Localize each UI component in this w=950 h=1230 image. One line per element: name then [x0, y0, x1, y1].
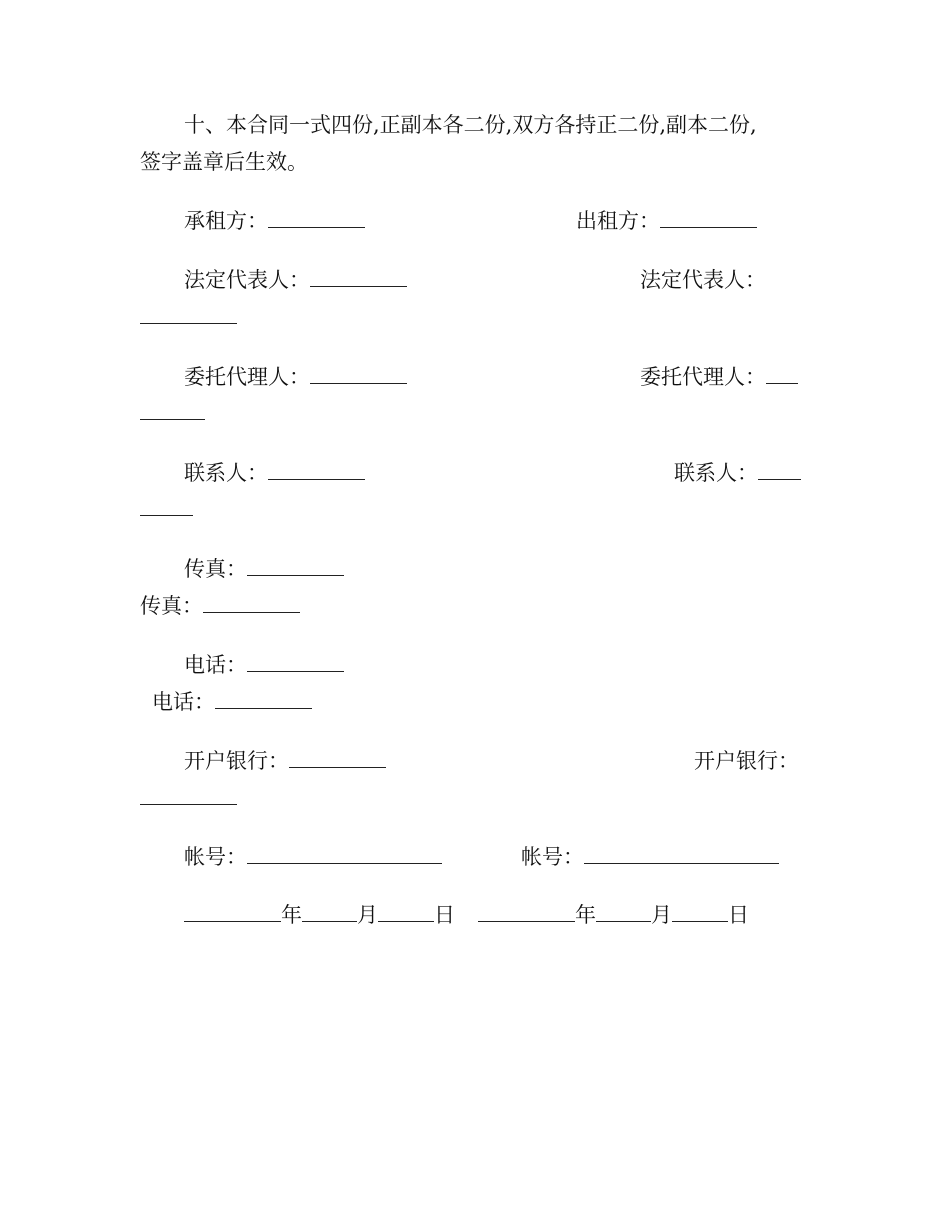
lessor-account-blank[interactable] [584, 847, 779, 864]
lessor-phone-blank[interactable] [215, 692, 312, 709]
lessor-month-label: 月 [651, 903, 672, 927]
lessee-phone-blank[interactable] [247, 655, 344, 672]
lessee-contact-blank[interactable] [268, 463, 365, 480]
lessee-contact-row [184, 461, 365, 485]
lessee-party-blank[interactable] [268, 211, 365, 228]
lessee-account-label: 帐号： [184, 845, 247, 869]
lessor-contact-blank-part1[interactable] [758, 463, 801, 480]
lessor-contact-blank-part2[interactable] [140, 499, 193, 516]
lessee-date-row [184, 903, 455, 927]
lessor-party-blank[interactable] [660, 211, 757, 228]
lessee-day-blank[interactable] [378, 905, 434, 922]
lessee-month-label: 月 [357, 903, 378, 927]
lessor-phone-row [152, 690, 312, 714]
lessee-account-row [184, 845, 442, 869]
lessee-fax-blank[interactable] [247, 559, 344, 576]
lessor-year-label: 年 [575, 903, 596, 927]
lessor-contact-cont [140, 497, 193, 521]
lessee-party-label: 承租方： [184, 209, 268, 233]
lessee-bank-label: 开户银行： [184, 749, 289, 773]
lessor-bank-label: 开户银行： [694, 749, 799, 773]
lessee-year-blank[interactable] [184, 905, 281, 922]
lessor-bank-row [140, 786, 237, 810]
lessee-fax-label: 传真： [184, 557, 247, 581]
lessee-rep-row [184, 268, 407, 292]
lessee-bank-row [184, 749, 386, 773]
lessor-agent-label: 委托代理人： [640, 365, 766, 389]
lessee-phone-label: 电话： [184, 653, 247, 677]
lessee-rep-label: 法定代表人： [184, 268, 310, 292]
lessor-month-blank[interactable] [596, 905, 651, 922]
lessor-party-label: 出租方： [576, 209, 660, 233]
lessee-contact-label: 联系人： [184, 461, 268, 485]
lessor-party-row [576, 209, 757, 233]
lessor-account-label: 帐号： [521, 845, 584, 869]
lessor-date-row [478, 903, 749, 927]
lessor-fax-label: 传真： [140, 594, 203, 618]
lessee-year-label: 年 [281, 903, 302, 927]
clause-10-line1: 十、本合同一式四份,正副本各二份,双方各持正二份,副本二份, [184, 113, 757, 137]
lessor-fax-row [140, 594, 300, 618]
lessor-contact-label: 联系人： [674, 461, 758, 485]
lessor-rep-label: 法定代表人： [640, 268, 766, 292]
lessor-rep-blank[interactable] [140, 307, 237, 324]
lessee-bank-blank[interactable] [289, 751, 386, 768]
clause-10-line2: 签字盖章后生效。 [140, 150, 308, 174]
lessee-phone-row [184, 653, 344, 677]
lessor-day-blank[interactable] [672, 905, 728, 922]
lessor-year-blank[interactable] [478, 905, 575, 922]
lessor-rep-row [140, 305, 237, 329]
lessee-month-blank[interactable] [302, 905, 357, 922]
lessor-day-label: 日 [728, 903, 749, 927]
lessor-account-row [521, 845, 779, 869]
lessee-agent-blank[interactable] [310, 367, 407, 384]
lessor-fax-blank[interactable] [203, 596, 300, 613]
lessee-day-label: 日 [434, 903, 455, 927]
lessor-agent-blank-part2[interactable] [140, 403, 205, 420]
lessor-agent-blank-part1[interactable] [766, 367, 798, 384]
lessor-contact-row [674, 461, 801, 485]
lessee-agent-row [184, 365, 407, 389]
lessee-party-row [184, 209, 365, 233]
lessee-fax-row [184, 557, 344, 581]
lessee-agent-label: 委托代理人： [184, 365, 310, 389]
lessor-phone-label: 电话： [152, 690, 215, 714]
lessee-account-blank[interactable] [247, 847, 442, 864]
lessor-bank-blank[interactable] [140, 788, 237, 805]
lessee-rep-blank[interactable] [310, 270, 407, 287]
lessor-agent-row [640, 365, 798, 389]
lessor-agent-cont [140, 401, 205, 425]
